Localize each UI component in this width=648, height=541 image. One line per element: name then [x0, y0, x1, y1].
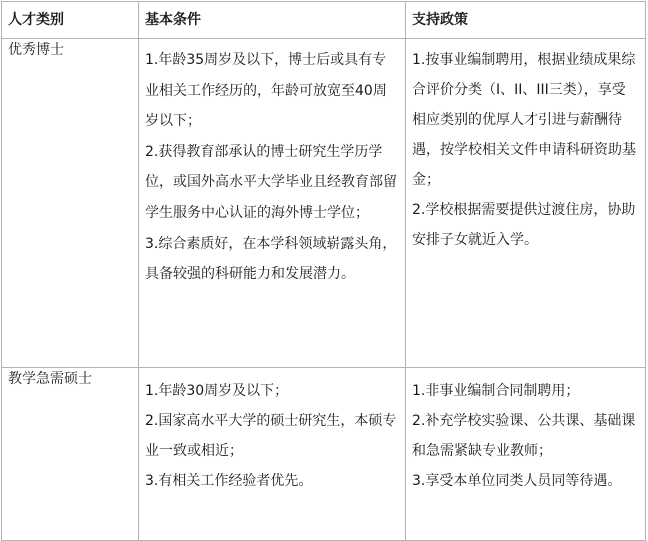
policies-cell	[406, 39, 646, 368]
condition-item: 2.国家高水平大学的硕士研究生，本硕专业一致或相近；	[145, 413, 397, 459]
talent-policy-table	[1, 1, 646, 541]
condition-item: 1.年龄30周岁及以下；	[145, 383, 289, 399]
condition-item: 2.获得教育部承认的博士研究生学历学位，或国外高水平大学毕业且经教育部留学生服务中心认证的海外博士学位；	[145, 143, 397, 221]
header-category: 人才类别	[2, 2, 139, 39]
category-cell: 教学急需硕士	[2, 368, 139, 541]
policy-item: 1.按事业编制聘用，根据业绩成果综合评价分类（I、II、III三类），享受相应类别的优厚人才引进与薪酬待遇，按学校相关文件申请科研资助基金；	[412, 52, 636, 188]
table-row	[2, 39, 646, 368]
table-row	[2, 368, 646, 541]
condition-item: 1.年龄35周岁及以下，博士后或具有专业相关工作经历的，年龄可放宽至40周岁以下；	[145, 52, 387, 130]
condition-item: 3.有相关工作经验者优先。	[145, 473, 313, 489]
header-policies: 支持政策	[406, 2, 646, 39]
policies-cell	[406, 368, 646, 541]
policy-item: 3.享受本单位同类人员同等待遇。	[412, 473, 622, 489]
conditions-cell	[139, 368, 406, 541]
policy-item: 1.非事业编制合同制聘用；	[412, 383, 580, 399]
header-conditions: 基本条件	[139, 2, 406, 39]
conditions-cell	[139, 39, 406, 368]
policy-item: 2.学校根据需要提供过渡住房，协助安排子女就近入学。	[412, 202, 636, 248]
category-cell: 优秀博士	[2, 39, 139, 368]
condition-item: 3.综合素质好，在本学科领域崭露头角，具备较强的科研能力和发展潜力。	[145, 235, 397, 283]
table-header-row	[2, 2, 646, 39]
policy-item: 2.补充学校实验课、公共课、基础课和急需紧缺专业教师；	[412, 413, 636, 459]
